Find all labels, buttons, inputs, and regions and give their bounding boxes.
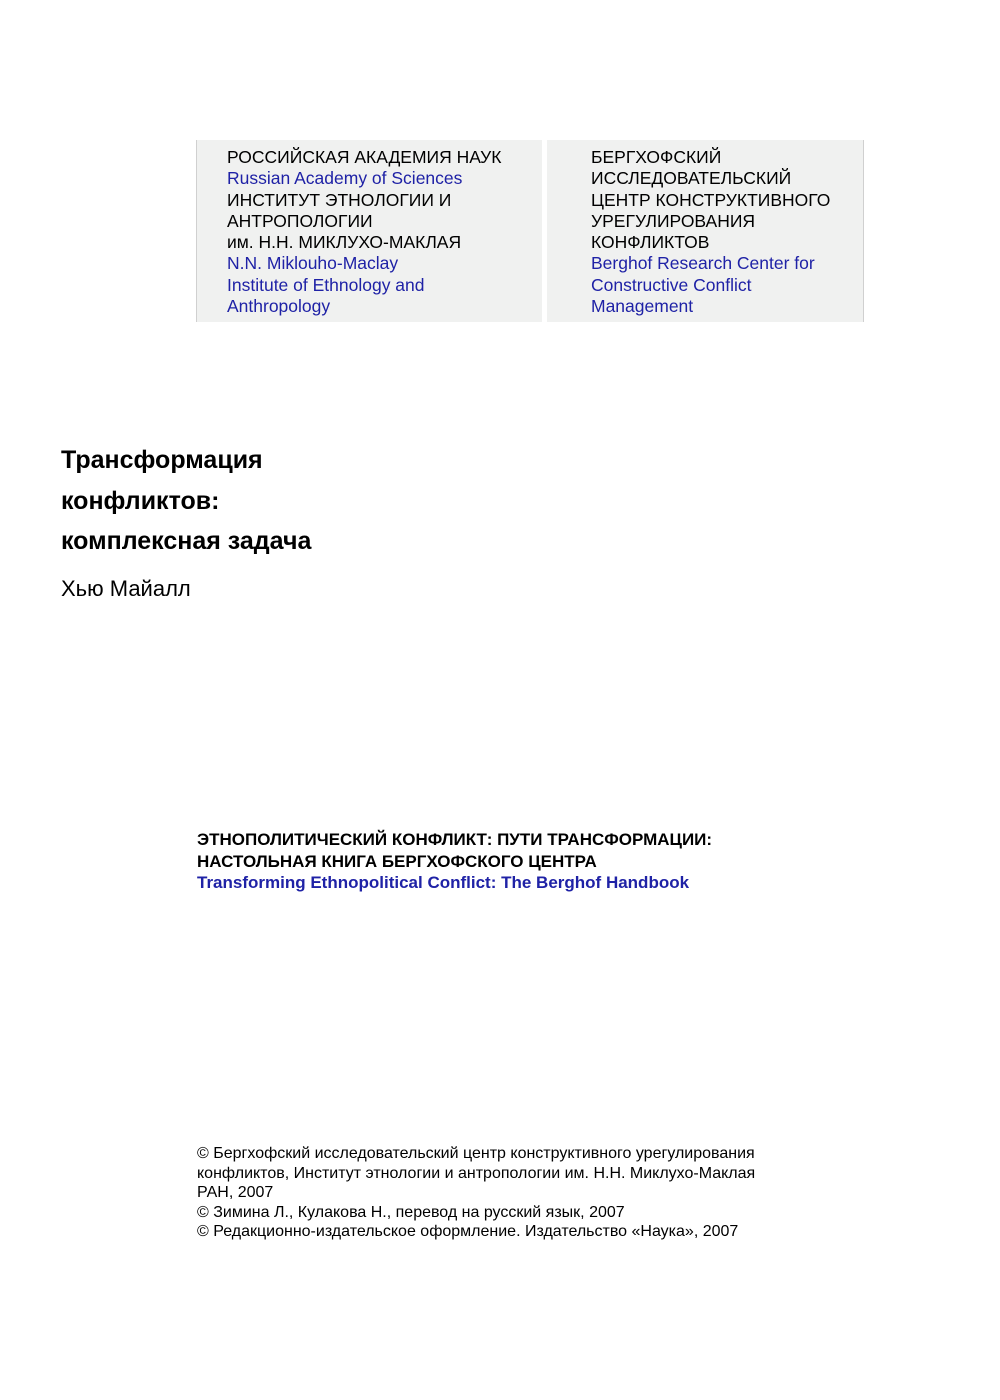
header-right-line: Management <box>591 296 694 317</box>
header-left-line: им. Н.Н. МИКЛУХО-МАКЛАЯ <box>227 232 462 253</box>
document-title <box>61 440 311 562</box>
series-title-en: Transforming Ethnopolitical Conflict: The Berghof Handbook <box>197 873 690 892</box>
copyright-line: РАН, 2007 <box>197 1184 274 1201</box>
header-left-line: Anthropology <box>227 296 331 317</box>
header-left-line: Russian Academy of Sciences <box>227 168 463 189</box>
series-title-ru-line: НАСТОЛЬНАЯ КНИГА БЕРГХОФСКОГО ЦЕНТРА <box>197 851 597 871</box>
title-line: конфликтов: <box>61 486 220 515</box>
header-left-line: N.N. Miklouho-Maclay <box>227 253 399 274</box>
copyright-line: © Редакционно-издательское оформление. Издательство «Наука», 2007 <box>197 1223 739 1240</box>
header-right-line: БЕРГХОФСКИЙ <box>591 147 722 167</box>
copyright-notice <box>197 1144 755 1242</box>
series-title-ru-line: ЭТНОПОЛИТИЧЕСКИЙ КОНФЛИКТ: ПУТИ ТРАНСФОРМАЦИИ: <box>197 830 713 849</box>
header-right-line: КОНФЛИКТОВ <box>591 232 710 253</box>
title-line: комплексная задача <box>61 527 312 555</box>
copyright-line: © Бергхофский исследовательский центр конструктивного урегулирования <box>197 1145 755 1162</box>
institution-header <box>196 140 864 322</box>
title-line: Трансформация <box>61 446 263 474</box>
header-right-line: Constructive Conflict <box>591 274 752 295</box>
header-left-line: ИНСТИТУТ ЭТНОЛОГИИ И <box>227 189 452 210</box>
copyright-line: © Зимина Л., Кулакова Н., перевод на русский язык, 2007 <box>197 1203 625 1221</box>
copyright-line: конфликтов, Институт этнологии и антропологии им. Н.Н. Миклухо-Маклая <box>197 1164 756 1182</box>
header-right-line: УРЕГУЛИРОВАНИЯ <box>591 210 756 231</box>
header-right-line: ЦЕНТР КОНСТРУКТИВНОГО <box>591 189 831 210</box>
header-right-line: ИССЛЕДОВАТЕЛЬСКИЙ <box>591 168 792 189</box>
header-left-line: Institute of Ethnology and <box>227 274 425 295</box>
berghof-center-block <box>547 140 863 322</box>
header-left-line: РОССИЙСКАЯ АКАДЕМИЯ НАУК <box>227 147 502 167</box>
ras-institute-block <box>197 140 542 322</box>
series-title <box>197 829 712 894</box>
author-name: Хью Майалл <box>61 576 191 601</box>
header-right-line: Berghof Research Center for <box>591 253 815 274</box>
header-left-line: АНТРОПОЛОГИИ <box>227 210 373 231</box>
